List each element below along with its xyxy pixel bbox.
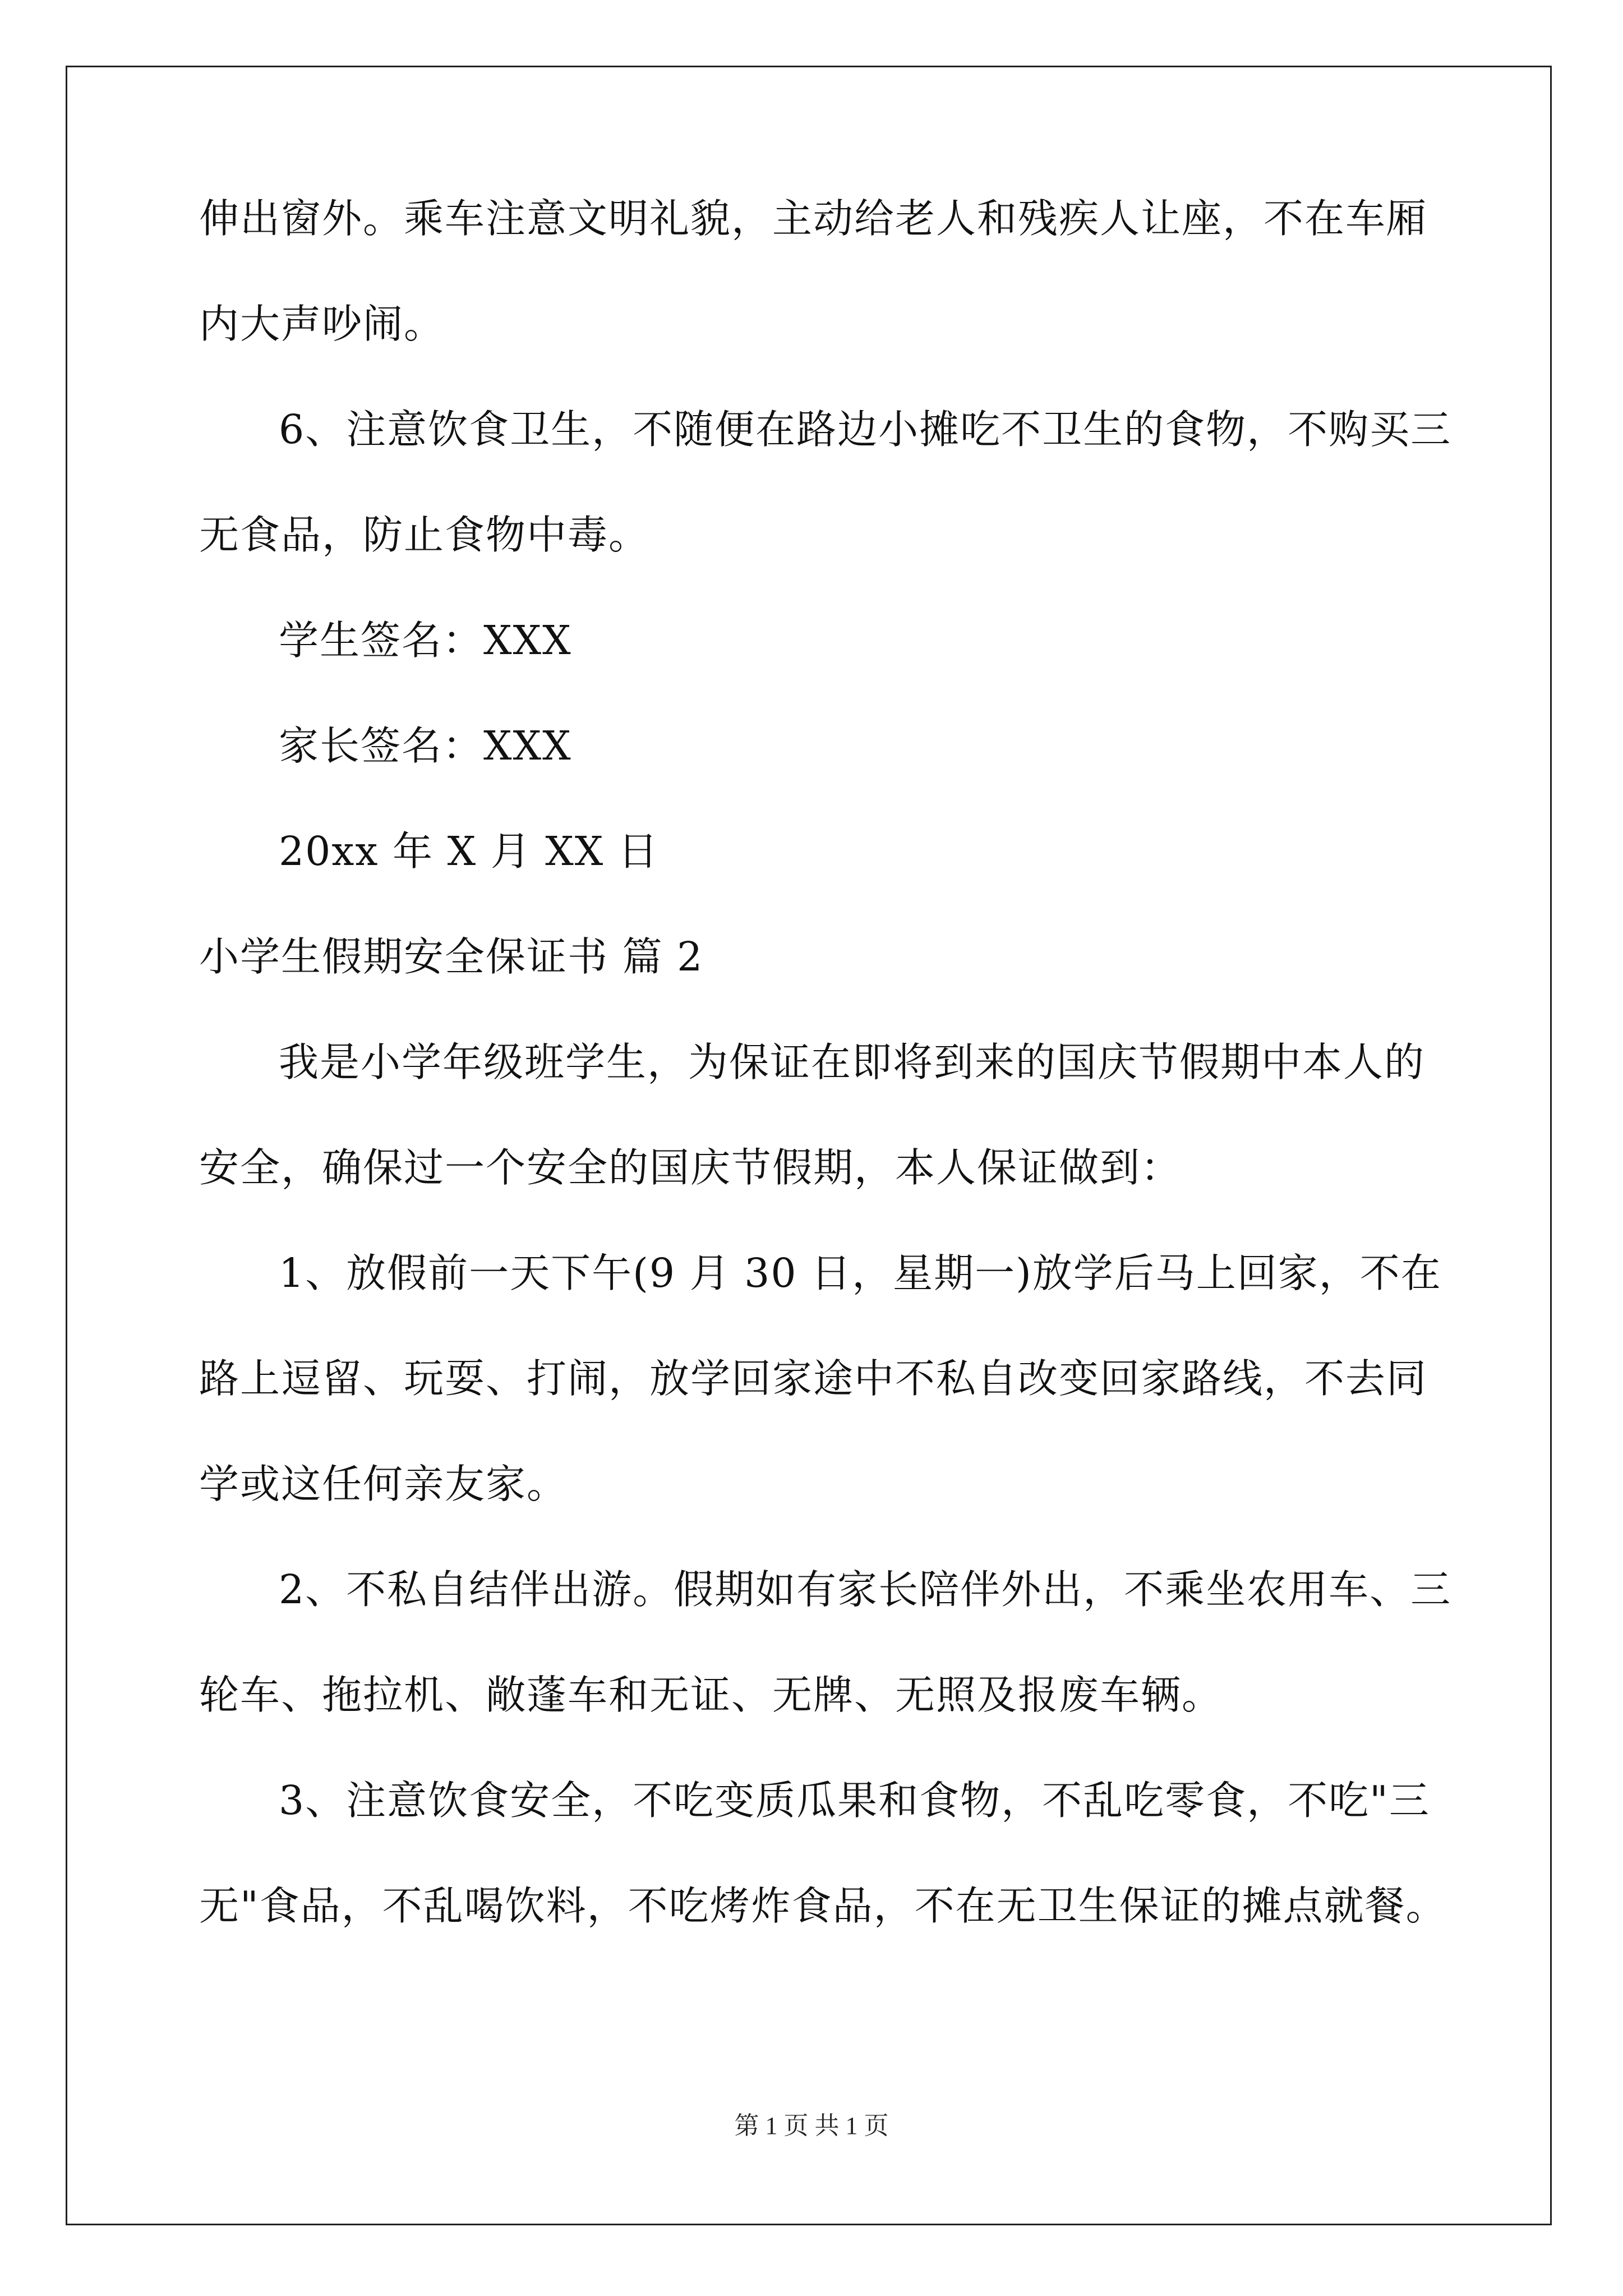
paragraph-line: 1、放假前一天下午(9 月 30 日，星期一)放学后马上回家，不在 bbox=[279, 1250, 1442, 1296]
page-footer: 第 1 页 共 1 页 bbox=[734, 2112, 889, 2139]
paragraph-line: 内大声吵闹。 bbox=[199, 301, 445, 347]
paragraph-line: 安全，确保过一个安全的国庆节假期，本人保证做到： bbox=[199, 1144, 1182, 1191]
paragraph-line: 我是小学年级班学生，为保证在即将到来的国庆节假期中本人的 bbox=[279, 1039, 1426, 1085]
paragraph-line: 6、注意饮食卫生，不随便在路边小摊吃不卫生的食物，不购买三 bbox=[279, 406, 1452, 453]
parent-signature: 家长签名：XXX bbox=[279, 723, 572, 769]
paragraph-line: 轮车、拖拉机、敞蓬车和无证、无牌、无照及报废车辆。 bbox=[199, 1672, 1223, 1718]
section-heading: 小学生假期安全保证书 篇 2 bbox=[199, 933, 704, 980]
paragraph-line: 学或这任何亲友家。 bbox=[199, 1461, 568, 1507]
paragraph-line: 路上逗留、玩耍、打闹，放学回家途中不私自改变回家路线，不去同 bbox=[199, 1355, 1428, 1402]
paragraph-line: 伸出窗外。乘车注意文明礼貌，主动给老人和残疾人让座，不在车厢 bbox=[199, 195, 1428, 242]
date-line: 20xx 年 X 月 XX 日 bbox=[279, 828, 659, 875]
paragraph-line: 2、不私自结伴出游。假期如有家长陪伴外出，不乘坐农用车、三 bbox=[279, 1566, 1452, 1613]
paragraph-line: 3、注意饮食安全，不吃变质瓜果和食物，不乱吃零食，不吃"三 bbox=[279, 1777, 1430, 1824]
student-signature: 学生签名：XXX bbox=[279, 617, 572, 664]
paragraph-line: 无食品，防止食物中毒。 bbox=[199, 512, 650, 558]
paragraph-line: 无"食品，不乱喝饮料，不吃烤炸食品，不在无卫生保证的摊点就餐。 bbox=[199, 1883, 1447, 1929]
